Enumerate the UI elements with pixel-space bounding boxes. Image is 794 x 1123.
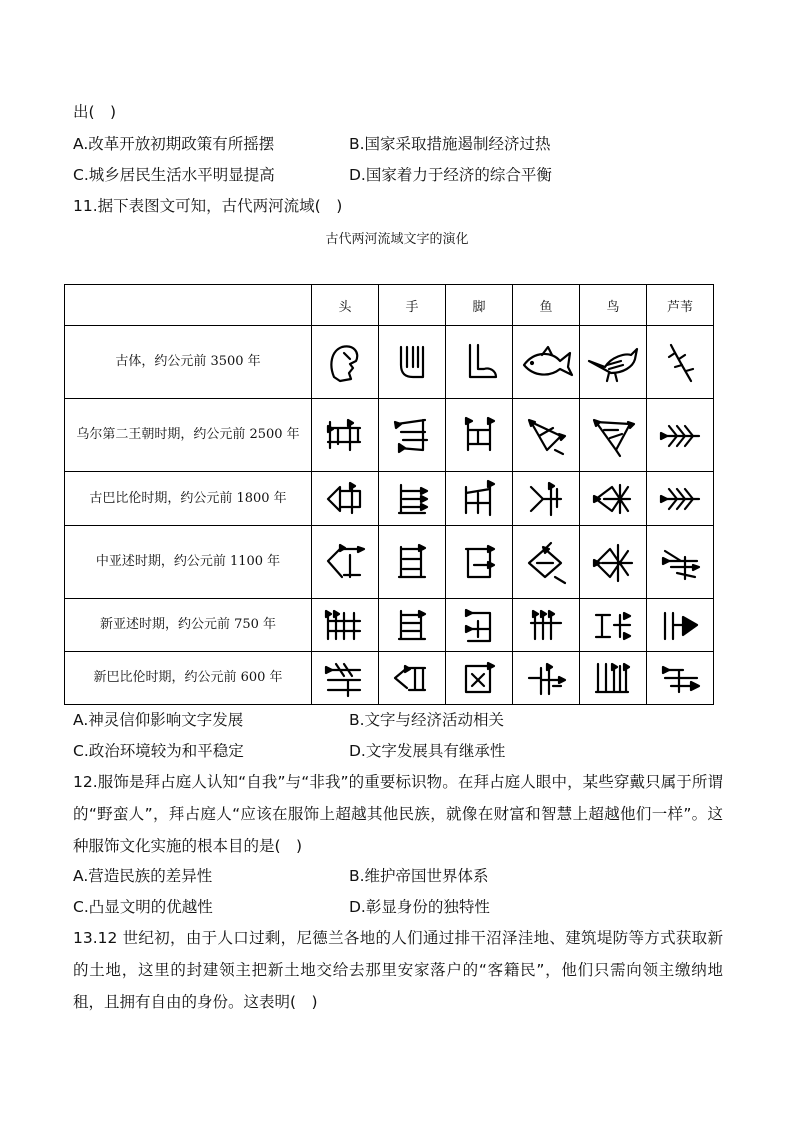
q11-option-b: B.文字与经济活动相关 — [349, 711, 505, 729]
table-row — [65, 652, 714, 705]
header-foot: 脚 — [446, 285, 513, 326]
foot-cuneiform-ur3-icon — [446, 399, 513, 472]
era-label: 新巴比伦时期，约公元前 600 年 — [65, 652, 312, 705]
head-cuneiform-ob-icon — [312, 472, 379, 526]
fish-cuneiform-na-icon — [513, 599, 580, 652]
header-fish: 鱼 — [513, 285, 580, 326]
bird-cuneiform-ma-icon — [580, 526, 647, 599]
q11-stem: 11.据下表图文可知，古代两河流域( ) — [73, 197, 343, 215]
reed-cuneiform-ob-icon — [647, 472, 714, 526]
header-bird: 鸟 — [580, 285, 647, 326]
table-row — [65, 472, 714, 526]
bird-cuneiform-na-icon — [580, 599, 647, 652]
q11-option-a: A.神灵信仰影响文字发展 — [73, 711, 244, 729]
head-pictograph-icon — [312, 326, 379, 399]
hand-cuneiform-ma-icon — [379, 526, 446, 599]
era-label: 中亚述时期，约公元前 1100 年 — [65, 526, 312, 599]
fish-cuneiform-ma-icon — [513, 526, 580, 599]
q11-option-d: D.文字发展具有继承性 — [349, 742, 506, 760]
q13-stem: 13.12 世纪初，由于人口过剩，尼德兰各地的人们通过排干沼泽洼地、建筑堤防等方式获取新的土地，这里的封建领主把新土地交给去那里安家落户的“客籍民”，他们只需向领主缴纳地租，且拥有自由的身份。这表明( ) — [73, 929, 723, 1011]
header-corner — [65, 285, 312, 326]
q10-option-a: A.改革开放初期政策有所摇摆 — [73, 135, 275, 153]
table-row — [65, 399, 714, 472]
q12-option-b: B.维护帝国世界体系 — [349, 867, 489, 885]
q12-option-a: A.营造民族的差异性 — [73, 867, 213, 885]
table-caption: 古代两河流域文字的演化 — [325, 232, 469, 247]
q12-stem: 12.服饰是拜占庭人认知“自我”与“非我”的重要标识物。在拜占庭人眼中，某些穿戴只属于所谓的“野蛮人”，拜占庭人“应该在服饰上超越其他民族，就像在财富和智慧上超越他们一样”。这种服饰文化实施的根本目的是( ) — [73, 773, 723, 855]
era-label: 新亚述时期，约公元前 750 年 — [65, 599, 312, 652]
fish-cuneiform-nb-icon — [513, 652, 580, 705]
foot-cuneiform-nb-icon — [446, 652, 513, 705]
era-label: 古巴比伦时期，约公元前 1800 年 — [65, 472, 312, 526]
foot-cuneiform-ob-icon — [446, 472, 513, 526]
header-reed: 芦苇 — [647, 285, 714, 326]
header-head: 头 — [312, 285, 379, 326]
reed-cuneiform-ur3-icon — [647, 399, 714, 472]
fish-pictograph-icon — [513, 326, 580, 399]
reed-cuneiform-ma-icon — [647, 526, 714, 599]
era-label: 古体，约公元前 3500 年 — [65, 326, 312, 399]
foot-cuneiform-na-icon — [446, 599, 513, 652]
bird-cuneiform-ur3-icon — [580, 399, 647, 472]
head-cuneiform-ur3-icon — [312, 399, 379, 472]
table-row — [65, 526, 714, 599]
hand-cuneiform-nb-icon — [379, 652, 446, 705]
header-hand: 手 — [379, 285, 446, 326]
hand-cuneiform-ur3-icon — [379, 399, 446, 472]
table-row — [65, 599, 714, 652]
bird-cuneiform-nb-icon — [580, 652, 647, 705]
table-header-row — [65, 285, 714, 326]
table-row — [65, 326, 714, 399]
hand-cuneiform-ob-icon — [379, 472, 446, 526]
foot-cuneiform-ma-icon — [446, 526, 513, 599]
q12-option-c: C.凸显文明的优越性 — [73, 898, 213, 916]
reed-cuneiform-na-icon — [647, 599, 714, 652]
fish-cuneiform-ur3-icon — [513, 399, 580, 472]
bird-pictograph-icon — [580, 326, 647, 399]
head-cuneiform-ma-icon — [312, 526, 379, 599]
q11-option-c: C.政治环境较为和平稳定 — [73, 742, 244, 760]
script-evolution-table — [64, 284, 714, 705]
head-cuneiform-nb-icon — [312, 652, 379, 705]
hand-cuneiform-na-icon — [379, 599, 446, 652]
q10-option-d: D.国家着力于经济的综合平衡 — [349, 166, 552, 184]
q12-option-d: D.彰显身份的独特性 — [349, 898, 490, 916]
q10-stem-tail: 出( ) — [73, 103, 117, 121]
q10-option-b: B.国家采取措施遏制经济过热 — [349, 135, 551, 153]
fish-cuneiform-ob-icon — [513, 472, 580, 526]
reed-cuneiform-nb-icon — [647, 652, 714, 705]
reed-pictograph-icon — [647, 326, 714, 399]
era-label: 乌尔第二王朝时期，约公元前 2500 年 — [65, 399, 312, 472]
q10-option-c: C.城乡居民生活水平明显提高 — [73, 166, 275, 184]
hand-pictograph-icon — [379, 326, 446, 399]
head-cuneiform-na-icon — [312, 599, 379, 652]
foot-pictograph-icon — [446, 326, 513, 399]
bird-cuneiform-ob-icon — [580, 472, 647, 526]
